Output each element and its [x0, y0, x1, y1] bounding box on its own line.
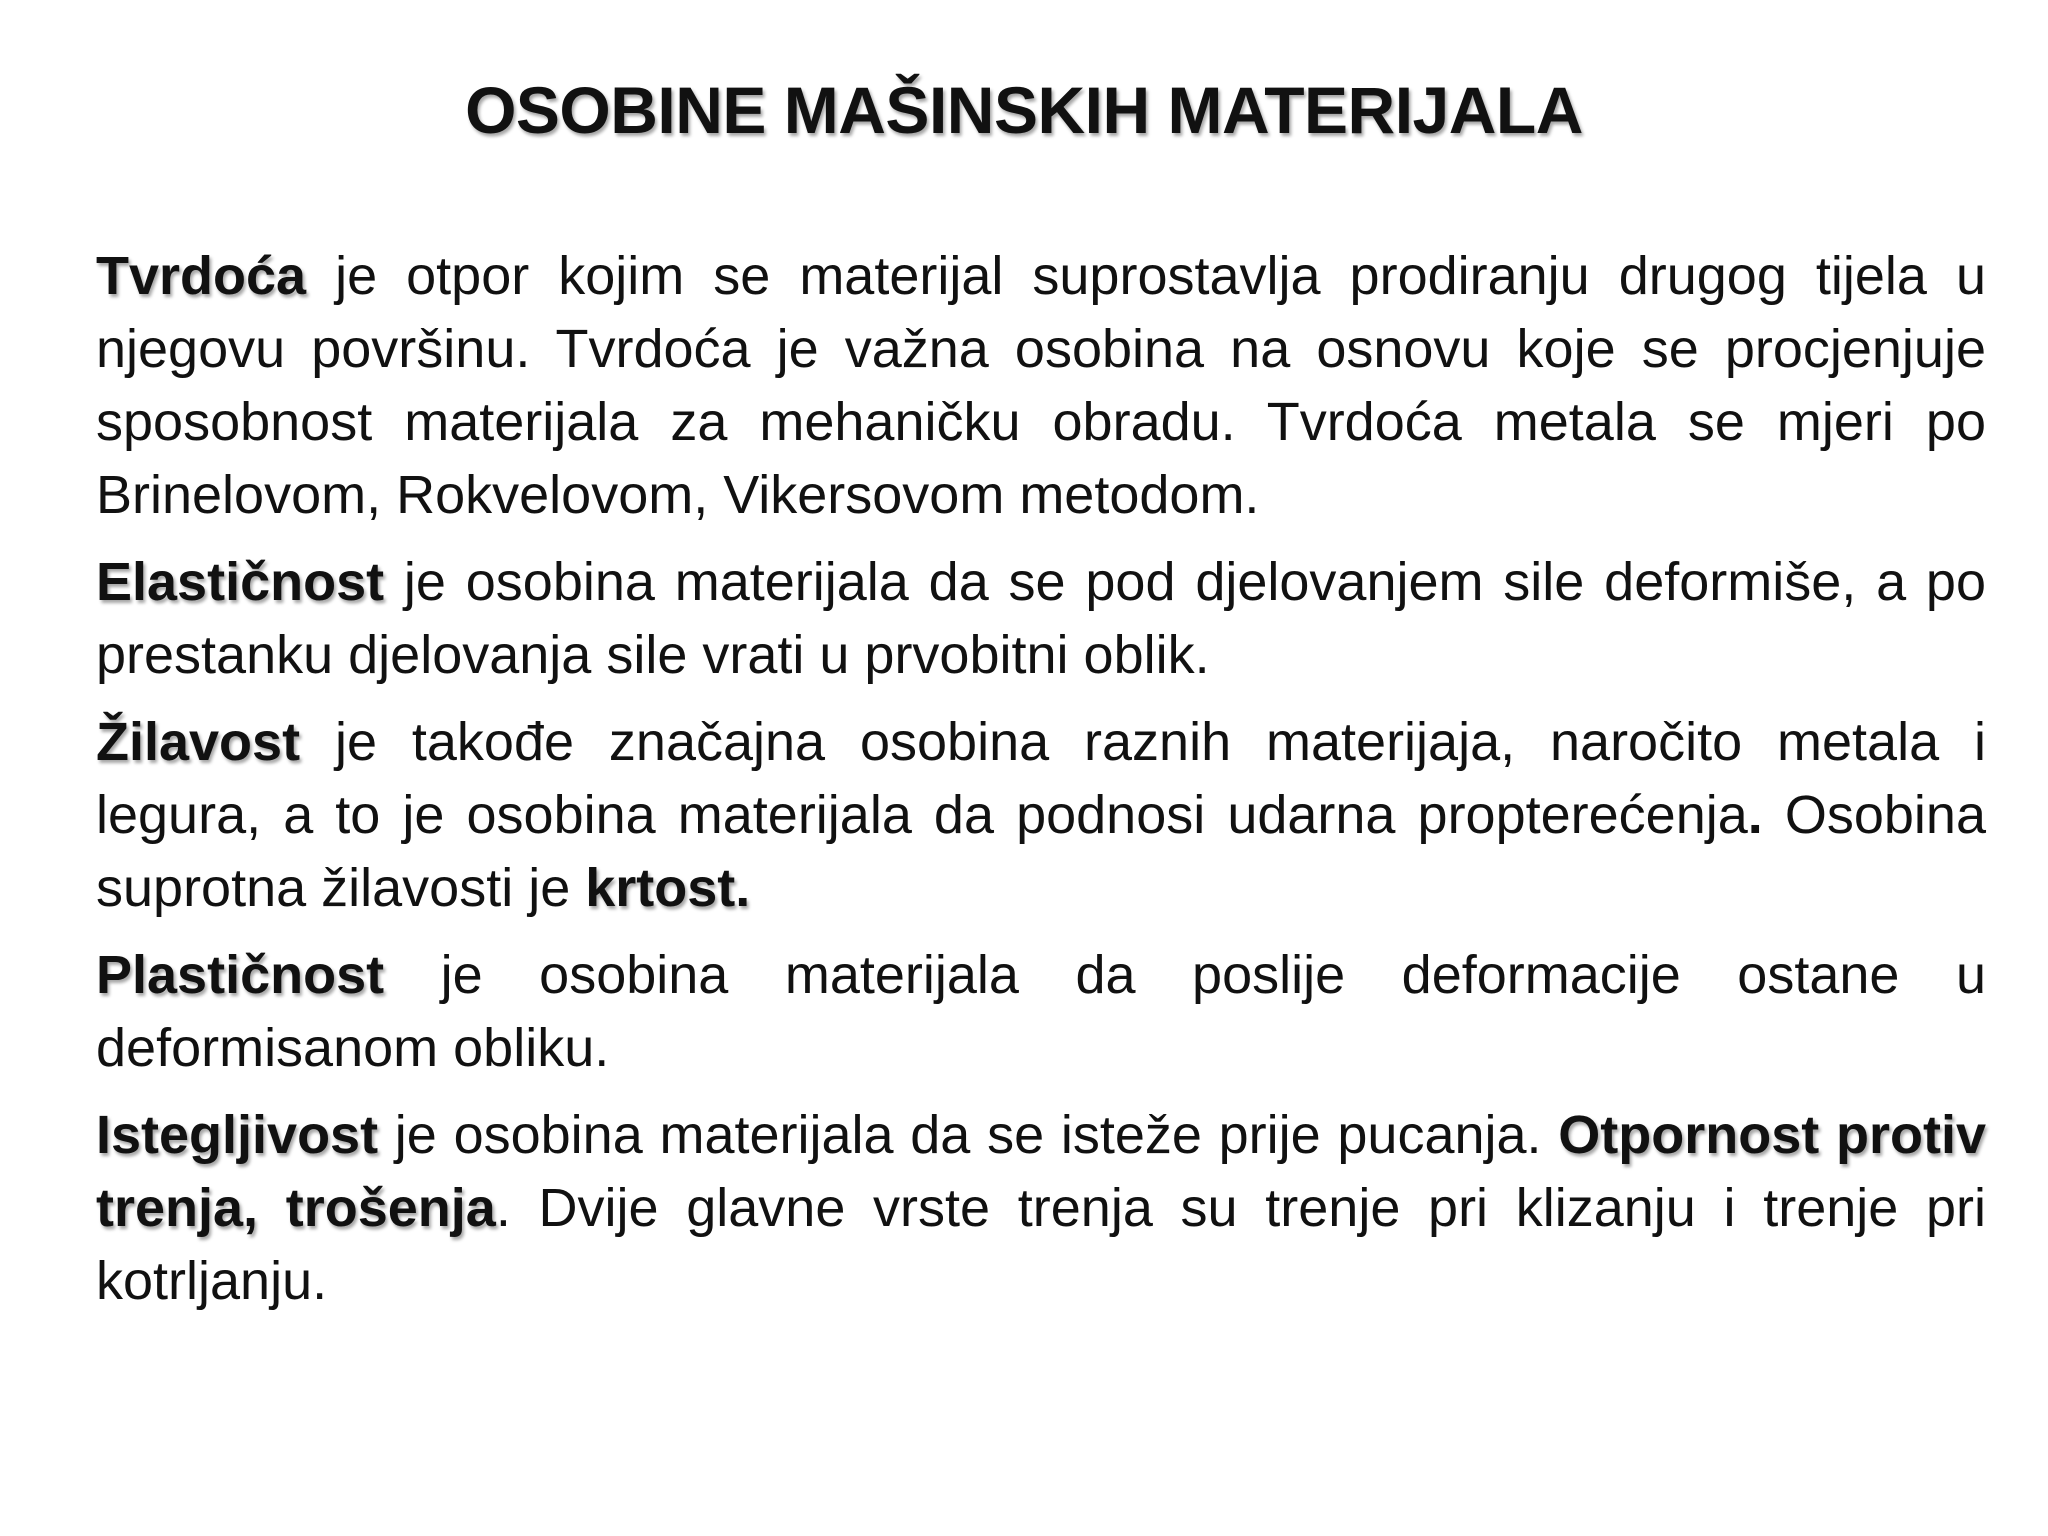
paragraph-tvrdoca — [96, 240, 1986, 532]
paragraph-text: je takođe značajna osobina raznih materijaja, naročito metala i legura, a to je osobina materijala da podnosi udarna propterećenja — [96, 712, 1986, 845]
paragraph-istegljivost — [96, 1099, 1986, 1318]
term-otpornost-trenja: Otpornost protiv trenja, trošenja — [96, 1105, 1986, 1238]
bold-period: . — [1747, 785, 1763, 845]
paragraph-elasticnost — [96, 546, 1986, 692]
paragraph-plasticnost — [96, 939, 1986, 1085]
paragraph-text: je otpor kojim se materijal suprostavlja prodiranju drugog tijela u njegovu površinu. Tvrdoća je važna osobina na osnovu koje se procjenjuje sposobnost materijala za mehaničku obradu. Tvrdoća metala se mjeri po Brinelovom, Rokvelovom, Vikersovom metodom. — [96, 246, 1986, 525]
paragraph-text: je osobina materijala da se isteže prije pucanja. — [378, 1105, 1559, 1165]
term-zilavost: Žilavost — [96, 712, 301, 772]
term-plasticnost: Plastičnost — [96, 945, 385, 1005]
term-istegljivost: Istegljivost — [96, 1105, 379, 1165]
paragraph-text: . Dvije glavne vrste trenja su trenje pri klizanju i trenje pri kotrljanju. — [96, 1178, 1986, 1311]
paragraph-text: je osobina materijala da se pod djelovanjem sile deformiše, a po prestanku djelovanja sile vrati u prvobitni oblik. — [96, 552, 1986, 685]
paragraph-text: je osobina materijala da poslije deformacije ostane u deformisanom obliku. — [96, 945, 1986, 1078]
term-tvrdoca: Tvrdoća — [96, 246, 307, 306]
slide-body — [96, 240, 1986, 1332]
term-elasticnost: Elastičnost — [96, 552, 385, 612]
term-krtost: krtost. — [585, 858, 751, 918]
paragraph-text: Osobina suprotna žilavosti je — [96, 785, 1986, 918]
paragraph-zilavost — [96, 706, 1986, 925]
slide-title: OSOBINE MAŠINSKIH MATERIJALA — [465, 73, 1583, 147]
